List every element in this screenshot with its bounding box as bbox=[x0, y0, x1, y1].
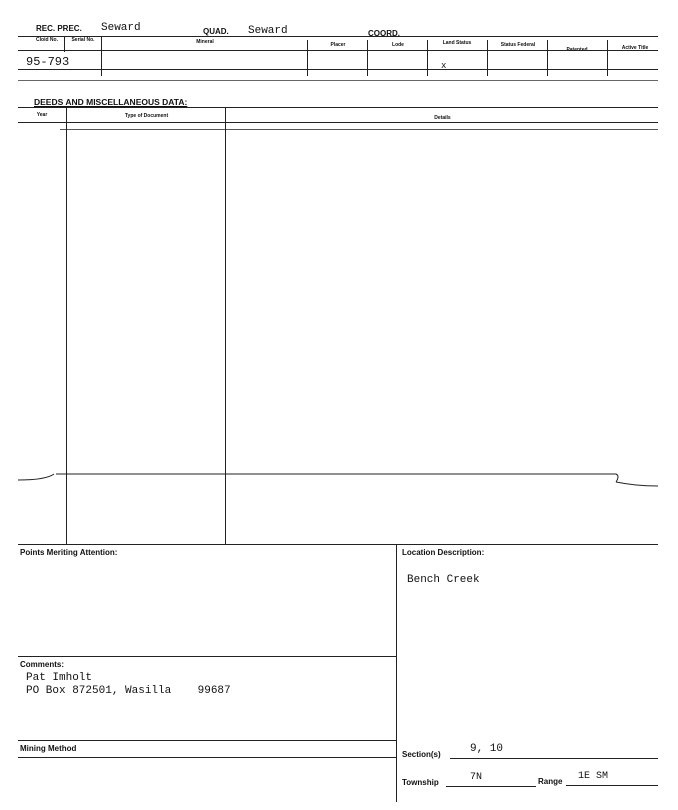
col-divider bbox=[64, 36, 65, 52]
mining-method-label: Mining Method bbox=[20, 744, 77, 753]
location-divider bbox=[396, 544, 397, 802]
deeds-header-rule-2 bbox=[60, 129, 658, 130]
range-label: Range bbox=[538, 777, 563, 786]
comments-line-1: Pat Imholt bbox=[26, 672, 93, 684]
location-description-value: Bench Creek bbox=[407, 574, 480, 586]
page-fold-line bbox=[16, 468, 660, 492]
points-bottom-rule bbox=[18, 656, 396, 657]
comments-line-2: PO Box 872501, Wasilla 99687 bbox=[26, 685, 231, 697]
col-status-federal: Status Federal bbox=[500, 42, 536, 48]
township-underline bbox=[446, 786, 536, 787]
deeds-title: DEEDS AND MISCELLANEOUS DATA: bbox=[34, 97, 188, 107]
comments-bottom-rule bbox=[18, 740, 396, 741]
township-label: Township bbox=[402, 778, 439, 787]
col-active-title: Active Title bbox=[621, 45, 649, 51]
col-serial-no: Serial No. bbox=[71, 37, 95, 43]
range-value: 1E SM bbox=[578, 771, 609, 782]
col-lode: Lode bbox=[392, 42, 404, 48]
land-status-mark: x bbox=[441, 61, 447, 71]
mining-method-rule bbox=[18, 757, 396, 758]
comments-label: Comments: bbox=[20, 660, 65, 669]
section-underline bbox=[450, 758, 658, 759]
col-placer: Placer bbox=[330, 42, 346, 48]
section-value: 9, 10 bbox=[470, 743, 504, 755]
col-divider bbox=[427, 40, 428, 76]
coord-label: COORD. bbox=[368, 29, 400, 38]
deeds-header-rule bbox=[18, 122, 658, 123]
quad-label: QUAD. bbox=[203, 27, 229, 36]
quad-value: Seward bbox=[248, 25, 288, 37]
col-patented: Patented bbox=[566, 47, 588, 53]
header-rule bbox=[18, 36, 658, 37]
table-lower-rule bbox=[18, 80, 658, 81]
col-divider bbox=[307, 40, 308, 76]
col-divider bbox=[547, 40, 548, 76]
points-meriting-attention-label: Points Meriting Attention: bbox=[20, 548, 118, 557]
township-value: 7N bbox=[470, 772, 483, 783]
col-details: Details bbox=[434, 115, 451, 121]
col-land-status: Land Status bbox=[442, 40, 472, 46]
col-year: Year bbox=[36, 112, 48, 118]
range-underline bbox=[566, 785, 658, 786]
deeds-top-rule bbox=[18, 107, 658, 108]
col-mineral: Mineral bbox=[196, 39, 214, 45]
deeds-bottom-rule bbox=[18, 544, 658, 545]
table-bottom-rule bbox=[18, 69, 658, 70]
col-divider bbox=[367, 40, 368, 76]
rec-prec-value: Seward bbox=[101, 22, 141, 34]
col-divider bbox=[607, 40, 608, 76]
col-type-of-document: Type of Document bbox=[124, 113, 169, 119]
col-divider bbox=[487, 40, 488, 76]
claim-number: 95-793 bbox=[26, 55, 70, 69]
col-claim-no: Cloid No. bbox=[36, 37, 58, 43]
rec-prec-label: REC. PREC. bbox=[36, 24, 82, 33]
section-label: Section(s) bbox=[402, 750, 441, 759]
col-divider bbox=[101, 36, 102, 76]
location-description-label: Location Description: bbox=[402, 548, 485, 557]
